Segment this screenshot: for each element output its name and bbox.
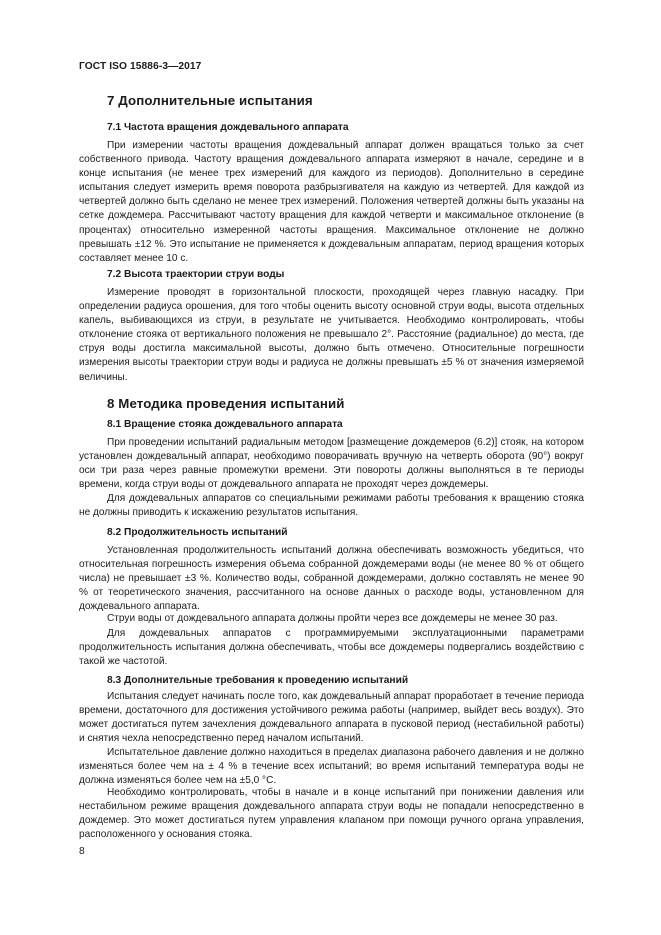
subsection-8-3-heading: 8.3 Дополнительные требования к проведению испытаний xyxy=(107,675,409,686)
subsection-7-1-heading: 7.1 Частота вращения дождевального аппарата xyxy=(107,122,349,133)
paragraph-8-1-2: Для дождевальных аппаратов со специальными режимами работы требования к вращению стояка не должны приводить к искажению результатов испытания. xyxy=(79,493,584,519)
paragraph-8-3-2: Испытательное давление должно находиться в пределах диапазона рабочего давления и не должно изменяться более чем на ± 4 % в течение всех испытаний; во время испытаний температура воды не должна изменяться более чем на ±5,0 °С. xyxy=(79,747,584,787)
paragraph-8-2-1: Установленная продолжительность испытаний должна обеспечивать возможность убедиться, что относительная погрешность измерения объема собранной дождемерами воды (не менее 80 % от общего числа) не превышает ±3 %. Количество воды, собранной дождемерами, должно составлять не менее 90 % от теоретического значения, рассчитанного на основе данных о расходе воды, установленном для дождевального аппарата. xyxy=(79,545,584,613)
standard-header: ГОСТ ISO 15886-3—2017 xyxy=(79,61,202,72)
paragraph-8-3-3: Необходимо контролировать, чтобы в начале и в конце испытаний при понижении давления или нестабильном режиме вращения дождевального аппарата струи воды не попадали непосредственно в дождемер. Это может достигаться путем управления клапаном при помощи ручного органа управления, расположенного у основания стояка. xyxy=(79,787,584,841)
subsection-8-2-heading: 8.2 Продолжительность испытаний xyxy=(107,527,288,538)
section-7-heading: 7 Дополнительные испытания xyxy=(107,93,313,108)
paragraph-8-1-1: При проведении испытаний радиальным методом [размещение дождемеров (6.2)] стояк, на котором установлен дождевальный аппарат, необходимо поворачивать вручную на четверть оборота (90°) вокруг оси три раза через равные промежутки времени. Эти повороты должны выполняться в те периоды времени, когда струи воды от дождевального аппарата не проходят через дождемеры. xyxy=(79,437,584,491)
paragraph-8-3-1: Испытания следует начинать после того, как дождевальный аппарат проработает в течение периода времени, достаточного для достижения устойчивого режима работы (например, выйдет весь воздух). Это может достигаться путем зачехления дождевального аппарата в пусковой период (нестабильной работы) и снятия чехла непосредственно перед началом испытаний. xyxy=(79,691,584,745)
subsection-7-2-heading: 7.2 Высота траектории струи воды xyxy=(107,269,285,280)
paragraph-8-2-3: Для дождевальных аппаратов с программируемыми эксплуатационными параметрами продолжительность испытания должна обеспечивать, чтобы все дождемеры подвергались воздействию с такой же частотой. xyxy=(79,628,584,668)
section-8-heading: 8 Методика проведения испытаний xyxy=(107,396,345,411)
paragraph-7-2-1: Измерение проводят в горизонтальной плоскости, проходящей через главную насадку. При определении радиуса орошения, для того чтобы оценить высоту основной струи воды, высота отдельных капель, выбивающихся из струи, в результате не учитывается. Необходимо контролировать, чтобы отклонение стояка от вертикального положения не превышало 2°. Расстояние (радиальное) до места, где струя воды достигла максимальной высоты, должно быть отмечено. Относительные погрешности измерения высоты траектории струи воды и радиуса не должны превышать ±5 % от значения измеряемой величины. xyxy=(79,287,584,383)
paragraph-8-2-2: Струи воды от дождевального аппарата должны пройти через все дождемеры не менее 30 раз. xyxy=(107,613,558,624)
page-number: 8 xyxy=(79,846,85,857)
paragraph-7-1-1: При измерении частоты вращения дождевальный аппарат должен вращаться только за счет собственного привода. Частоту вращения дождевального аппарата измеряют в начале, середине и в конце испытания (не менее трех измерений для каждого из периодов). Дополнительно в середине испытания следует измерить время поворота разбрызгивателя на каждую из четвертей. Для каждой из четвертей должно быть сделано не менее трех измерений. Положения четвертей должны быть указаны на сетке дождемера. Рассчитывают частоту вращения для каждой четверти и максимальное отклонение (в процентах) относительно измеренной частоты вращения. Максимальное отклонение не должно превышать ±12 %. Это испытание не применяется к дождевальным аппаратам, период вращения которых составляет менее 10 с. xyxy=(79,140,584,264)
subsection-8-1-heading: 8.1 Вращение стояка дождевального аппарата xyxy=(107,419,343,430)
